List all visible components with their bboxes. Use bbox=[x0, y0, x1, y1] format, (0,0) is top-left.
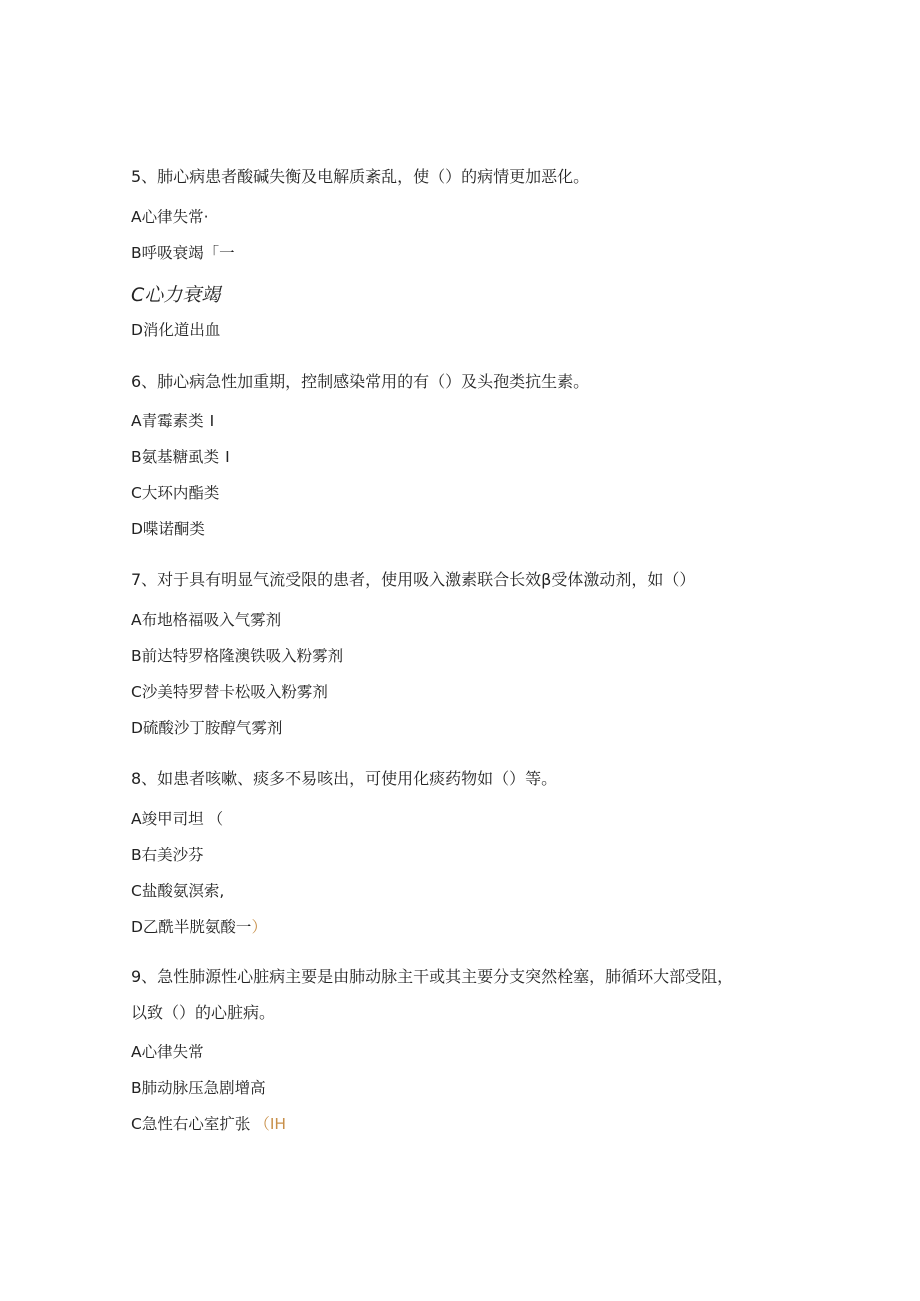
question-8-option-a[interactable] bbox=[131, 809, 223, 829]
handwritten-mark: I bbox=[209, 412, 215, 430]
option-b-text: B氨基糖虱类 bbox=[131, 448, 220, 466]
question-7-option-d[interactable]: D硫酸沙丁胺醇气雾剂 bbox=[131, 719, 283, 737]
question-5-option-d[interactable]: D消化道出血 bbox=[131, 321, 221, 339]
option-a-text: A心律失常 bbox=[131, 208, 204, 226]
handwritten-mark: ） bbox=[251, 918, 267, 936]
option-d-text: D乙酰半胱氨酸一 bbox=[131, 918, 252, 936]
question-5-stem: 5、肺心病患者酸碱失衡及电解质紊乱，使（）的病情更加恶化。 bbox=[131, 167, 590, 186]
question-7-option-a[interactable]: A布地格福吸入气雾剂 bbox=[131, 611, 282, 629]
question-6-option-c[interactable]: C大环内酯类 bbox=[131, 484, 220, 502]
question-9-option-a[interactable]: A心律失常 bbox=[131, 1043, 204, 1061]
option-b-text: B呼吸衰竭 bbox=[131, 244, 204, 262]
question-6-option-b[interactable] bbox=[131, 447, 230, 467]
question-8-option-b[interactable]: B右美沙芬 bbox=[131, 846, 204, 864]
question-8-stem: 8、如患者咳嗽、痰多不易咳出，可使用化痰药物如（）等。 bbox=[131, 769, 558, 788]
option-c-text: C急性右心室扩张 bbox=[131, 1115, 251, 1133]
handwritten-mark: I bbox=[225, 448, 230, 466]
question-6-option-d[interactable]: D喋诺酮类 bbox=[131, 520, 205, 538]
handwritten-mark: 「一 bbox=[203, 244, 235, 262]
question-7-option-b[interactable]: B前达特罗格隆澳铁吸入粉雾剂 bbox=[131, 647, 344, 665]
option-a-text: A青霉素类 bbox=[131, 412, 204, 430]
question-9-option-b[interactable]: B肺动脉压急剧增高 bbox=[131, 1079, 266, 1097]
question-6-option-a[interactable] bbox=[131, 411, 214, 431]
question-8-option-d[interactable] bbox=[131, 917, 267, 937]
question-9-stem-line-2: 以致（）的心脏病。 bbox=[131, 1003, 276, 1022]
question-9-stem-line-1: 9、急性肺源性心脏病主要是由肺动脉主干或其主要分支突然栓塞，肺循环大部受阻， bbox=[131, 967, 734, 986]
option-a-text: A竣甲司坦 bbox=[131, 810, 204, 828]
question-7-option-c[interactable]: C沙美特罗替卡松吸入粉雾剂 bbox=[131, 683, 328, 701]
question-9-option-c[interactable] bbox=[131, 1114, 286, 1134]
question-6-stem: 6、肺心病急性加重期，控制感染常用的有（）及头孢类抗生素。 bbox=[131, 372, 590, 391]
question-5-option-a[interactable] bbox=[131, 207, 209, 227]
handwritten-mark: （ bbox=[207, 810, 224, 828]
question-5-option-c[interactable]: C心力衰竭 bbox=[131, 284, 221, 306]
question-7-stem: 7、对于具有明显气流受限的患者，使用吸入激素联合长效β受体激动剂，如（） bbox=[131, 570, 696, 589]
question-8-option-c[interactable]: C盐酸氨溟索, bbox=[131, 882, 225, 900]
question-5-option-b[interactable] bbox=[131, 243, 235, 263]
handwritten-mark: （IH bbox=[254, 1115, 287, 1133]
handwritten-mark: · bbox=[203, 208, 209, 226]
